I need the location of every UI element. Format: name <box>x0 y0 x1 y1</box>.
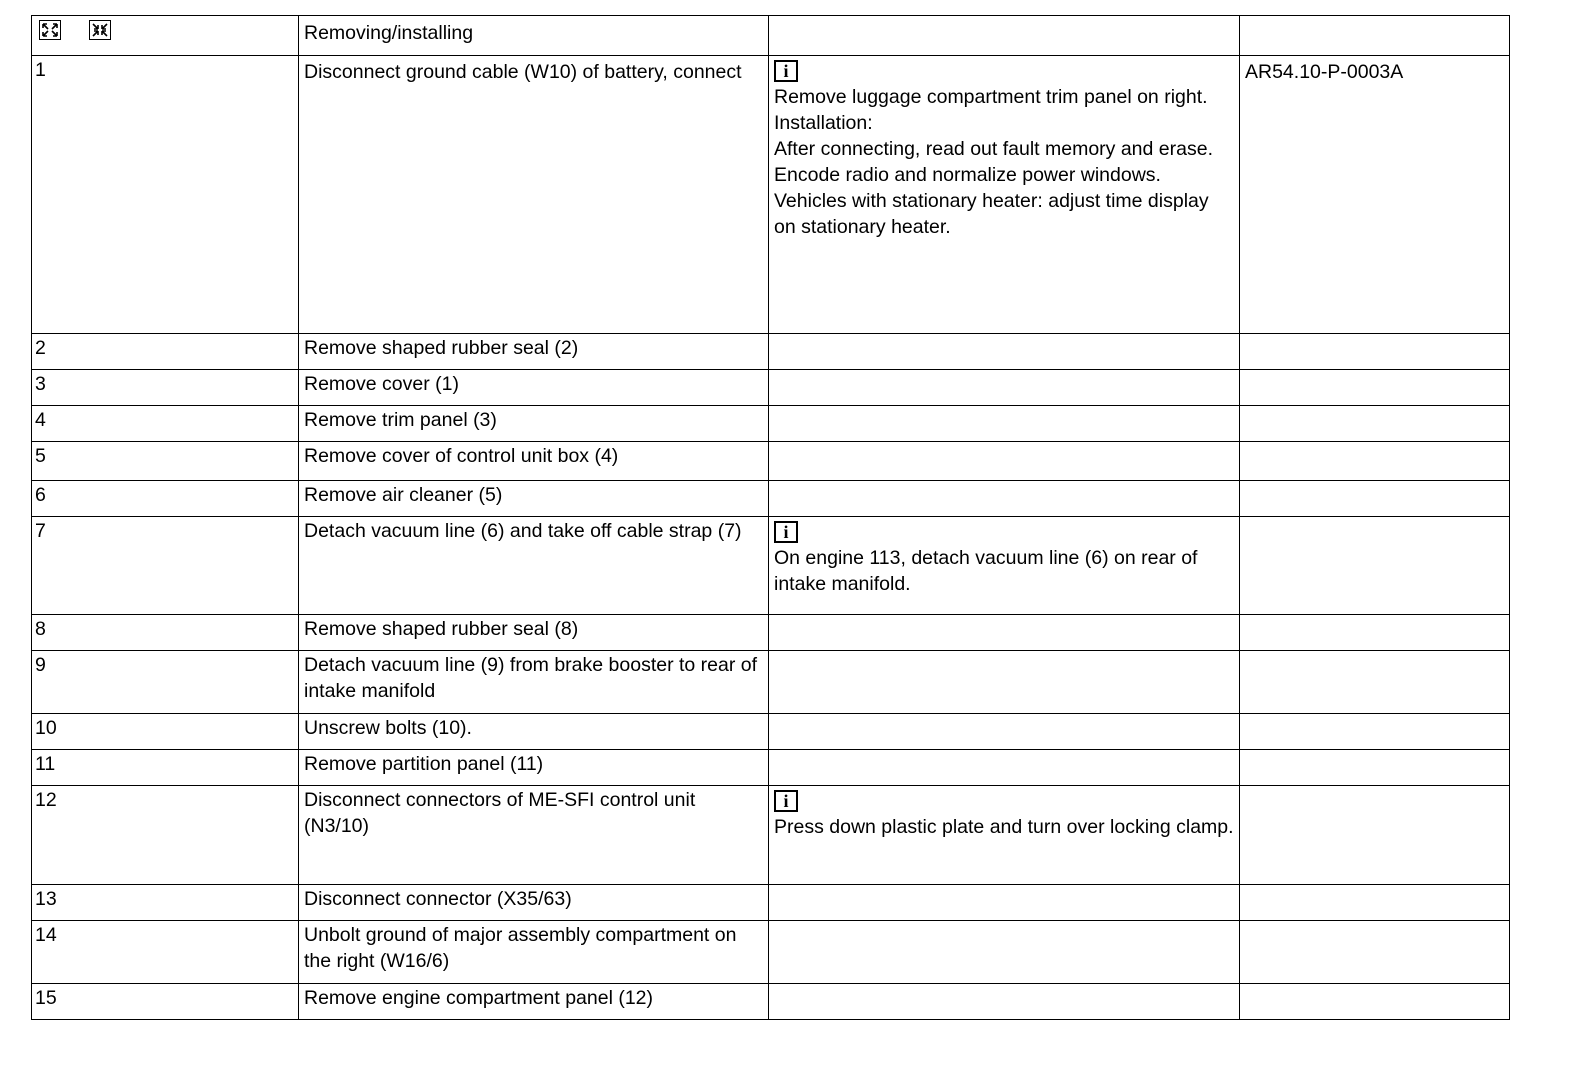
step-action: Remove partition panel (11) <box>299 750 769 786</box>
step-notes-cell <box>769 56 1240 334</box>
step-action: Unscrew bolts (10). <box>299 714 769 750</box>
step-action: Remove shaped rubber seal (8) <box>299 615 769 651</box>
step-number: 6 <box>32 481 299 517</box>
step-reference[interactable]: AR54.10-P-0003A <box>1240 56 1510 334</box>
step-number: 1 <box>32 56 299 334</box>
step-number: 7 <box>32 517 299 615</box>
step-reference <box>1240 984 1510 1020</box>
step-row <box>32 885 1510 921</box>
step-reference <box>1240 334 1510 370</box>
procedure-table-body <box>32 16 1510 1020</box>
step-notes-cell <box>769 370 1240 406</box>
step-reference <box>1240 615 1510 651</box>
step-reference <box>1240 885 1510 921</box>
step-row <box>32 442 1510 481</box>
header-icons-cell <box>32 16 299 56</box>
step-number: 13 <box>32 885 299 921</box>
step-action: Detach vacuum line (6) and take off cable strap (7) <box>299 517 769 615</box>
step-action: Remove air cleaner (5) <box>299 481 769 517</box>
step-number: 4 <box>32 406 299 442</box>
step-notes-cell <box>769 984 1240 1020</box>
step-note-text: On engine 113, detach vacuum line (6) on rear of intake manifold. <box>774 547 1198 595</box>
info-icon[interactable]: i <box>774 521 798 543</box>
step-notes-cell <box>769 334 1240 370</box>
step-action: Remove trim panel (3) <box>299 406 769 442</box>
step-notes-cell <box>769 885 1240 921</box>
step-note-text: After connecting, read out fault memory and erase. <box>774 138 1213 160</box>
header-empty-cell <box>769 16 1240 56</box>
step-notes-cell <box>769 651 1240 714</box>
step-row <box>32 750 1510 786</box>
step-reference <box>1240 714 1510 750</box>
step-reference <box>1240 517 1510 615</box>
step-note-text: Installation: <box>774 112 873 134</box>
step-reference <box>1240 786 1510 885</box>
step-row <box>32 786 1510 885</box>
step-action: Remove cover of control unit box (4) <box>299 442 769 481</box>
step-note-text: Press down plastic plate and turn over locking clamp. <box>774 816 1234 838</box>
step-reference <box>1240 442 1510 481</box>
step-number: 8 <box>32 615 299 651</box>
step-notes-cell <box>769 921 1240 984</box>
step-number: 14 <box>32 921 299 984</box>
step-number: 11 <box>32 750 299 786</box>
step-action: Unbolt ground of major assembly compartment on the right (W16/6) <box>299 921 769 984</box>
step-note-text: Vehicles with stationary heater: adjust time display on stationary heater. <box>774 190 1209 238</box>
header-title: Removing/installing <box>299 16 769 56</box>
step-row <box>32 406 1510 442</box>
step-row <box>32 714 1510 750</box>
step-reference <box>1240 481 1510 517</box>
step-reference <box>1240 921 1510 984</box>
step-row <box>32 334 1510 370</box>
step-note-text: Remove luggage compartment trim panel on right. <box>774 86 1208 108</box>
step-notes-cell <box>769 406 1240 442</box>
step-row <box>32 615 1510 651</box>
step-number: 9 <box>32 651 299 714</box>
step-number: 5 <box>32 442 299 481</box>
step-action: Remove shaped rubber seal (2) <box>299 334 769 370</box>
step-notes-cell <box>769 750 1240 786</box>
step-notes-cell <box>769 442 1240 481</box>
step-row <box>32 481 1510 517</box>
collapse-icon[interactable] <box>89 20 111 40</box>
header-empty-cell <box>1240 16 1510 56</box>
info-icon[interactable]: i <box>774 60 798 82</box>
step-note-text: Encode radio and normalize power windows. <box>774 164 1161 186</box>
expand-icon[interactable] <box>39 20 61 40</box>
step-notes-cell <box>769 714 1240 750</box>
step-row <box>32 517 1510 615</box>
step-row <box>32 370 1510 406</box>
procedure-table <box>31 15 1510 1020</box>
step-action: Disconnect ground cable (W10) of battery, connect <box>299 56 769 334</box>
step-row <box>32 921 1510 984</box>
step-row <box>32 651 1510 714</box>
step-row <box>32 984 1510 1020</box>
step-action: Remove engine compartment panel (12) <box>299 984 769 1020</box>
step-number: 10 <box>32 714 299 750</box>
step-action: Disconnect connectors of ME-SFI control unit (N3/10) <box>299 786 769 885</box>
step-notes-cell <box>769 786 1240 885</box>
step-notes-cell <box>769 517 1240 615</box>
step-action: Disconnect connector (X35/63) <box>299 885 769 921</box>
step-notes-cell <box>769 615 1240 651</box>
step-reference <box>1240 651 1510 714</box>
step-reference <box>1240 750 1510 786</box>
step-number: 3 <box>32 370 299 406</box>
step-notes-cell <box>769 481 1240 517</box>
step-action: Remove cover (1) <box>299 370 769 406</box>
step-number: 15 <box>32 984 299 1020</box>
step-number: 12 <box>32 786 299 885</box>
step-reference <box>1240 370 1510 406</box>
info-icon[interactable]: i <box>774 790 798 812</box>
step-reference <box>1240 406 1510 442</box>
step-action: Detach vacuum line (9) from brake booster to rear of intake manifold <box>299 651 769 714</box>
step-row <box>32 56 1510 334</box>
step-number: 2 <box>32 334 299 370</box>
header-row <box>32 16 1510 56</box>
